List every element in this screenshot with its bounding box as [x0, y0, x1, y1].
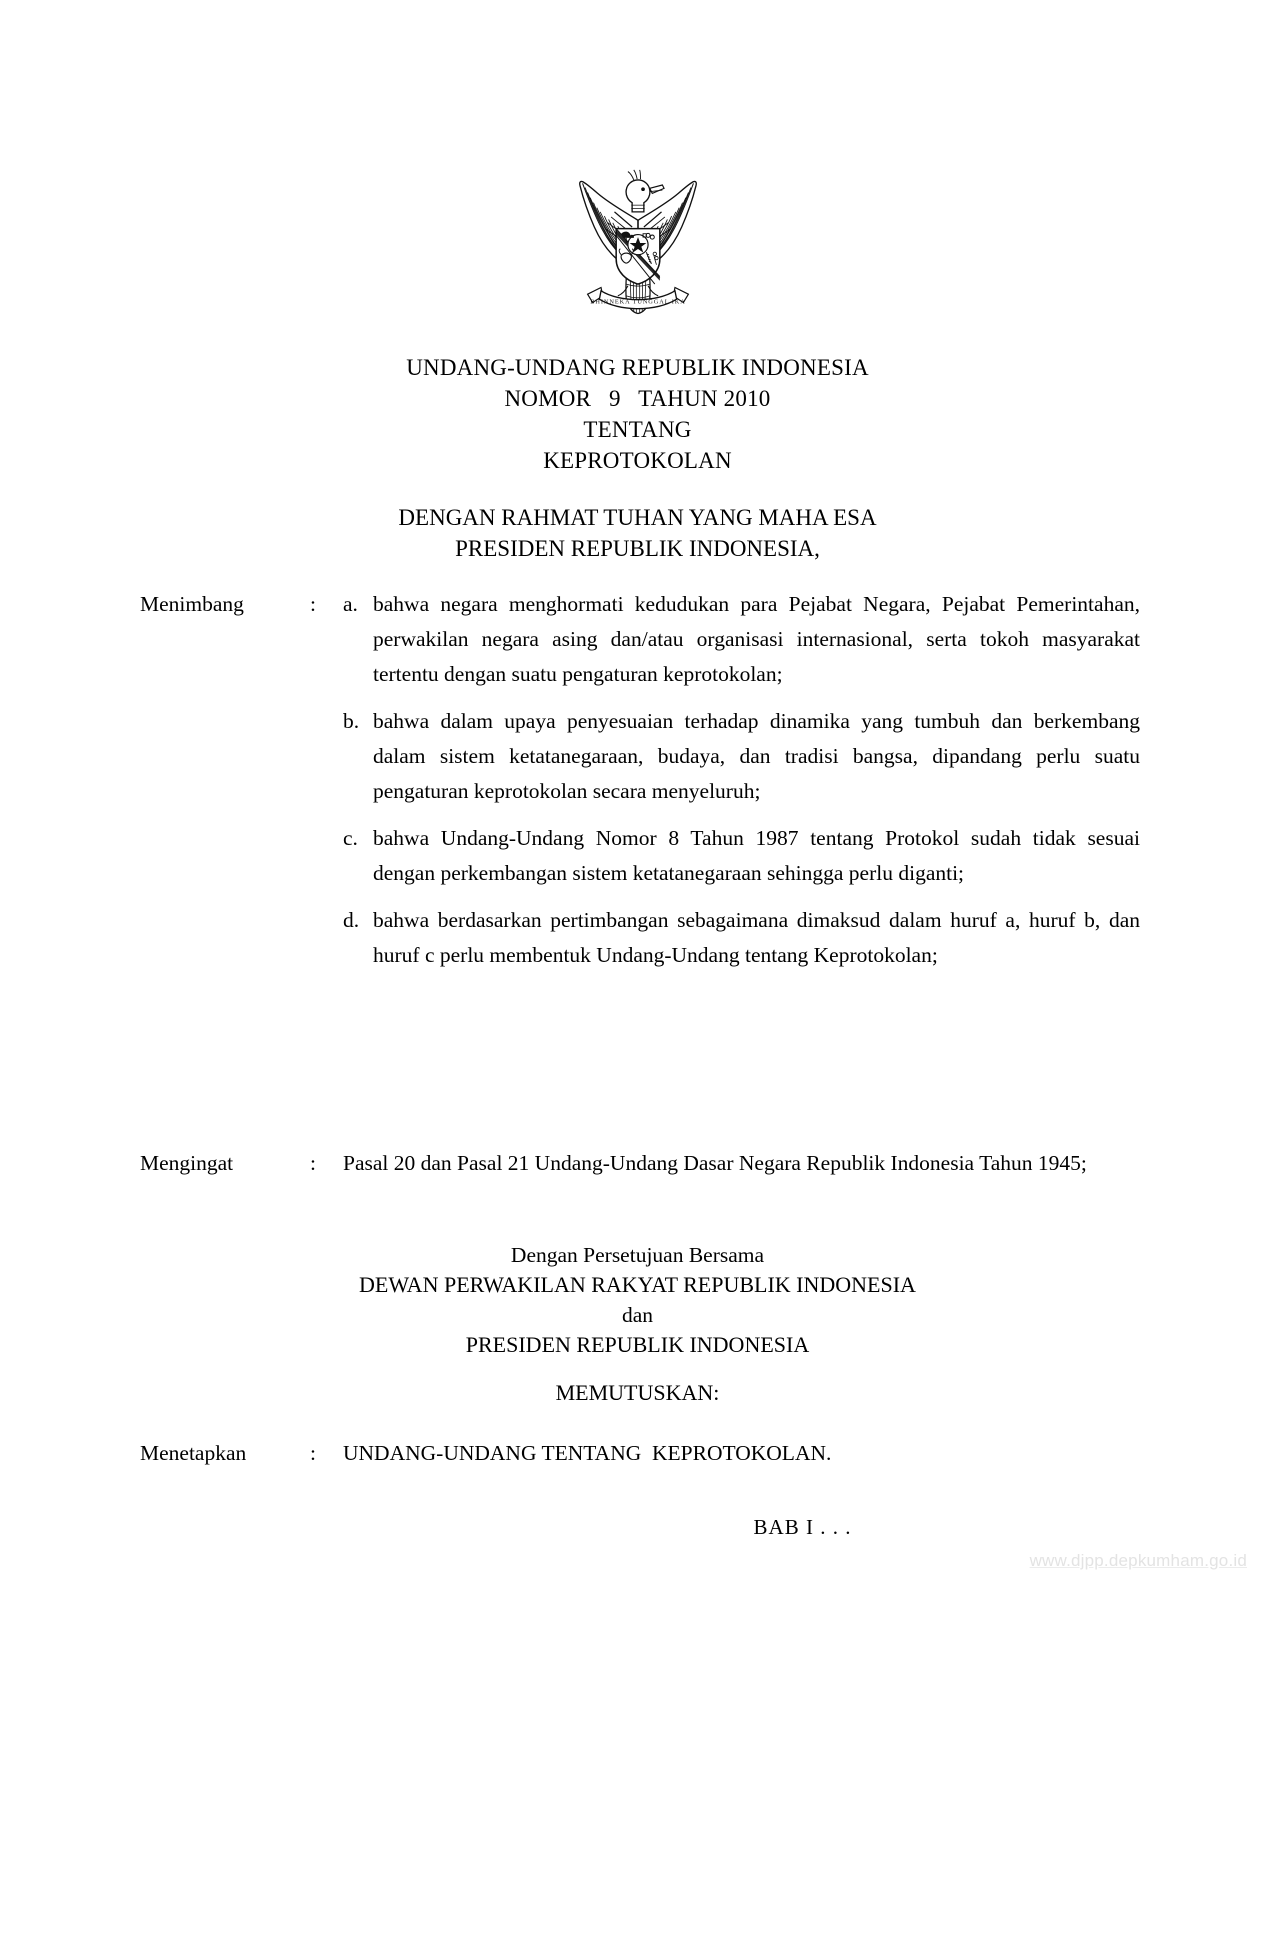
item-text: bahwa negara menghormati kedudukan para Pejabat Negara, Pejabat Pemerintahan, perwakilan negara asing dan/atau organisasi internasional, serta tokoh masyarakat tertentu dengan suatu pengaturan keprotokolan;: [373, 592, 1140, 686]
item-text: bahwa berdasarkan pertimbangan sebagaimana dimaksud dalam huruf a, huruf b, dan huruf c perlu membentuk Undang-Undang tentang Keprotokolan;: [373, 908, 1140, 967]
title-line-1: UNDANG-UNDANG REPUBLIK INDONESIA: [406, 355, 869, 380]
preamble-line-2: PRESIDEN REPUBLIK INDONESIA,: [455, 536, 820, 561]
menimbang-item: [343, 704, 1140, 809]
menetapkan-text: UNDANG-UNDANG TENTANG KEPROTOKOLAN.: [343, 1441, 832, 1465]
menimbang-item: [343, 903, 1140, 973]
item-text: bahwa dalam upaya penyesuaian terhadap dinamika yang tumbuh dan berkembang dalam sistem ketatanegaraan, budaya, dan tradisi bangsa, dipandang perlu suatu pengaturan keprotokolan secara menyeluruh;: [373, 709, 1140, 803]
preamble-line-1: DENGAN RAHMAT TUHAN YANG MAHA ESA: [398, 505, 877, 530]
menimbang-items: [343, 587, 1140, 973]
next-section-indicator: BAB I . . .: [753, 1515, 852, 1539]
title-line-3: TENTANG: [583, 417, 692, 442]
mengingat-section: [140, 1146, 1140, 1181]
item-marker: a.: [343, 592, 358, 616]
garuda-pancasila-emblem: [554, 168, 722, 328]
mengingat-colon: :: [310, 1151, 316, 1175]
emblem-motto-text: BHINNEKA TUNGGAL IKA: [589, 298, 686, 306]
menimbang-label: Menimbang: [140, 592, 244, 616]
item-marker: d.: [343, 908, 360, 932]
joint-approval-block: [0, 1240, 1275, 1360]
source-watermark: www.djpp.depkumham.go.id: [1029, 1551, 1247, 1570]
preamble-block: [0, 502, 1275, 564]
joint-approval-president: PRESIDEN REPUBLIK INDONESIA: [465, 1332, 810, 1357]
mengingat-text: Pasal 20 dan Pasal 21 Undang-Undang Dasar Negara Republik Indonesia Tahun 1945;: [343, 1151, 1087, 1175]
menetapkan-label: Menetapkan: [140, 1441, 247, 1465]
joint-approval-line-1: Dengan Persetujuan Bersama: [510, 1243, 765, 1267]
menetapkan-colon: :: [310, 1441, 316, 1465]
menetapkan-section: [140, 1438, 1140, 1468]
menimbang-item: [343, 821, 1140, 891]
item-marker: b.: [343, 709, 360, 733]
document-title-block: [0, 352, 1275, 476]
menimbang-section: [140, 587, 1140, 973]
joint-approval-conjunction: dan: [621, 1303, 654, 1327]
menimbang-colon: :: [310, 592, 316, 616]
title-line-2: NOMOR 9 TAHUN 2010: [504, 386, 771, 411]
emblem-container: [0, 168, 1275, 328]
title-line-4: KEPROTOKOLAN: [543, 448, 732, 473]
joint-approval-dpr: DEWAN PERWAKILAN RAKYAT REPUBLIK INDONESIA: [359, 1272, 916, 1297]
item-marker: c.: [343, 826, 358, 850]
item-text: bahwa Undang-Undang Nomor 8 Tahun 1987 tentang Protokol sudah tidak sesuai dengan perkembangan sistem ketatanegaraan sehingga perlu diganti;: [373, 826, 1140, 885]
mengingat-label: Mengingat: [140, 1151, 234, 1175]
memutuskan-heading: MEMUTUSKAN:: [555, 1380, 720, 1405]
menimbang-item: [343, 587, 1140, 692]
